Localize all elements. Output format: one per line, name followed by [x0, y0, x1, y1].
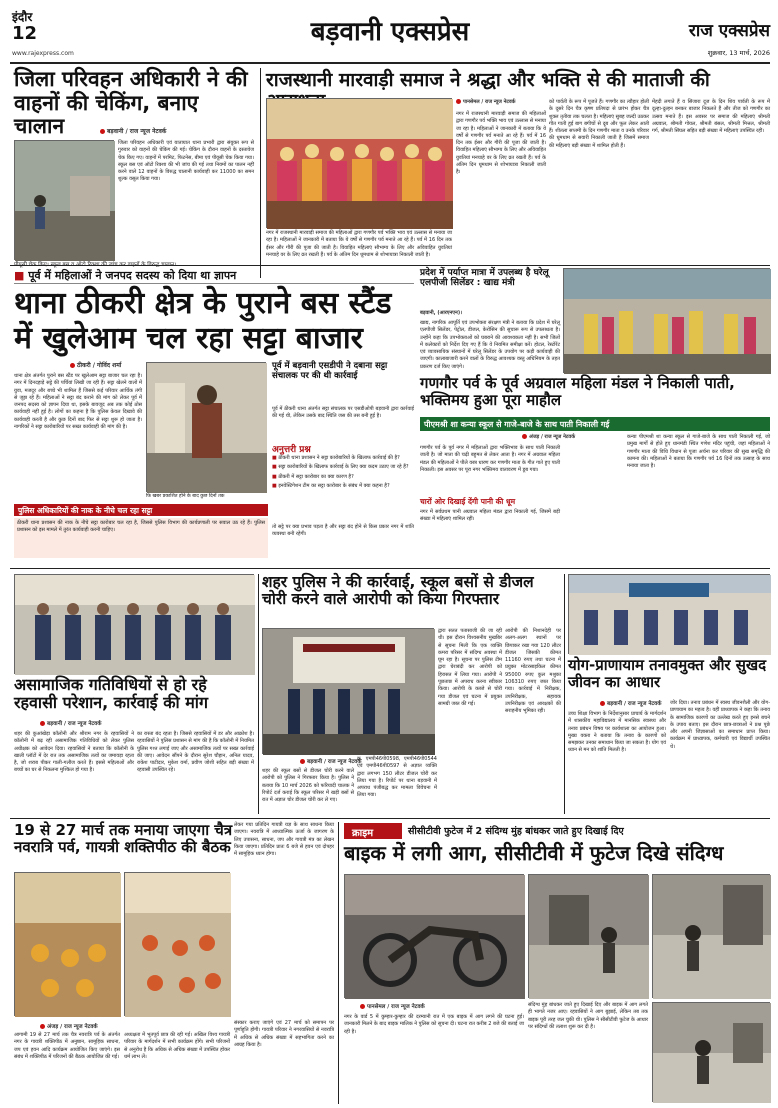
story2-headline: राजस्थानी मारवाड़ी समाज ने श्रद्धा और भक्ति से की माताजी की: [266, 69, 710, 91]
story6-col1: शहर की कुआंखेड़ा कॉलोनी और श्रीराम नगर के रहवासियों ने कॉलोनी में बढ़ रही असामाजिक गतिविधियों को लेकर पुलिस अधीक्षक को आवेदन दिया। रहवासियों ने बताया कि कॉलोनी के खाली प्लॉटों में देर रात तक असामाजिक तत्वों का जमावड़ा रहता है, जो शराब पीकर गाली-गलौज करते हैं। इससे महिलाओं और बच्चों का घर से निकलना मुश्किल हो गया है।: [14, 731, 134, 774]
story3-sub-headline: पूर्व में बड़वानी एसडीपी ने दबाना सट्टा संचालक पर की थी कार्रवाई: [272, 361, 388, 381]
story5-photo: [563, 268, 770, 373]
story6-photo: [14, 574, 254, 674]
brand-name: राज एक्सप्रेस: [688, 21, 770, 41]
story8-photo: [568, 574, 770, 654]
story6-col2: का रास्ता बंद रहता है। जिससे रहवासियों में डर और आक्रोश है। रहवासियों ने पुलिस प्रशासन से मांग की है कि कॉलोनी में नियमित पुलिस गश्त लगाई जाए और असामाजिक तत्वों पर सख्त कार्रवाई की जाए। आवेदन सौंपने के दौरान सुरेश चौहान, अनिल यादव, राकेश पाटीदार, मुकेश वर्मा, प्रवीण जोशी सहित बड़ी संख्या में रहवासी उपस्थित रहे।: [137, 731, 254, 774]
story3-headline: थाना ठीकरी क्षेत्र के पुराने बस स्टैंड में खुलेआम चल रहा सट्टा बाजार: [14, 286, 392, 357]
story9-col1: आगामी 19 से 27 मार्च तक चैत्र नवरात्रि पर्व के अंतर्गत नगर के गायत्री शक्तिपीठ में अनुष्ठान, सामूहिक साधना, जप एवं हवन आदि कार्यक्रम आयोजित किए जाएंगे। इस संबंध में शक्तिपीठ में परिजनों की बैठक आयोजित की गई।: [14, 1032, 120, 1060]
story10-photo-cctv-a: [528, 874, 648, 998]
story9-headline: 19 से 27 मार्च तक मनाया जाएगा चैत्र नवरात्रि पर्व, गायत्री शक्तिपीठ की बैठक: [14, 821, 233, 856]
story3-photo-caption: फ़ि खबर प्रकाशित होने के बाद कुछ दिनों तक: [146, 494, 225, 499]
story5-col1: गणगौर पर्व के पूर्व नगर में महिलाओं द्वारा भक्तिभाव के साथ पाती निकाली जाती है। जो माता की चढ़ी बहुमत से लेकर आता है। नगर में अग्रवाल महिला मंडल की महिलाओं ने पीले वस्त्र धारण कर गणगौर माता के गीत गाते हुए पाती निकाली। इस अवसर पर पूरा नगर भक्तिमय वातावरण में डूब गया।: [420, 445, 560, 473]
story7-col1: शहर की स्कूल बसों से डीजल चोरी करने वाले आरोपी को पुलिस ने गिरफ्तार किया है। पुलिस ने बताया कि 10 मार्च 2026 को फरियादी चालक ने रिपोर्ट दर्ज कराई कि स्कूल परिसर में खड़ी बसों से रात में अज्ञात चोर डीजल चोरी कर ले गए।: [262, 768, 354, 804]
question-item: ■ ठीकरी में सट्टा कारोबार का क्या कारण है?: [272, 473, 354, 480]
story7-byline: बड़वानी / राज न्यूज नेटवर्क: [300, 757, 440, 766]
story6-headline: असामाजिक गतिविधियों से हो रहे रहवासी परेशान, कार्रवाई की मांग: [14, 675, 208, 712]
story4-byline: बड़वानी, (आरएनएन)।: [420, 310, 463, 316]
story1-headline: जिला परिवहन अधिकारी ने की वाहनों की चेकिंग, बनाए चालान: [14, 67, 248, 139]
story4-sub-body: नगर में सर्वप्रथम पानी अग्रवाल महिला मंडल द्वारा निकाली गई, जिसमें बड़ी संख्या में महिलाएं शामिल रहीं।: [420, 509, 560, 523]
page-corner: [12, 8, 92, 48]
story1-photo: [14, 140, 114, 260]
story10-photo-bike: [344, 874, 524, 998]
story3-callout-heading: पुलिस अधिकारियों की नाक के नीचे चल रहा सट्टा: [14, 504, 268, 516]
story3-callout-body: ठीकरी थाना प्रशासन की नाक के नीचे सट्टा कारोबार चल रहा है, जिससे पुलिस विभाग की कार्यप्रणाली पर सवाल उठ रहे हैं। पुलिस प्रशासन को इस मामले में तुरंत कार्यवाही करनी चाहिए।: [14, 518, 268, 558]
page-number: 12: [12, 23, 38, 44]
story3-sub-body: पूर्व में ठीकरी थाना अंतर्गत सट्टा संचालक पर एसडीओपी बड़वानी द्वारा कार्रवाई की गई थी, लेकिन उसके बाद स्थिति जस की तस बनी हुई है।: [272, 406, 414, 420]
story8-headline: योग-प्राणायाम तनावमुक्त और सुखद जीवन का आधार: [568, 656, 767, 691]
story5-headline: गणगौर पर्व के पूर्व अग्रवाल महिला मंडल ने निकाली पाती, भक्तिमय हुआ पूरा माहौल: [420, 374, 735, 409]
story3-photo: [146, 362, 266, 492]
story10-byline: पानसेमल / राज न्यूज नेटवर्क: [360, 1002, 500, 1011]
story9-byline: अंजड़ / राज न्यूज नेटवर्क: [40, 1022, 160, 1031]
story9-col2: लेकर गया प्रतिदिन गायत्री यज्ञ के साथ साधना किया जाएगा। नवरात्रि में आध्यात्मिक ऊर्जा के जागरण के लिए उपासना, साधना, जप और गायत्री मंत्र का लेखन किया जाएगा। प्रतिदिन प्रातः 6 बजे से हवन एवं दोपहर में सामूहिक ध्यान होगा।: [234, 822, 334, 858]
story2-col1-cont: नगर में राजस्थानी मारवाड़ी समाज की महिलाओं द्वारा गणगौर पर्व भक्ति भाव एवं उल्लास से मनाया जा रहा है। महिलाओं ने जानकारी में बताया कि ये वर्षों से गणगौर पर्व मनाते आ रहे हैं। पर्व में 16 दिन तक ईसर और गौरी की पूजा की जाती है। विवाहित महिलाएं सौभाग्य के लिए और अविवाहित युवतियां मनचाहे वर के लिए व्रत रखती हैं। पर्व के अंतिम दिन धूमधाम से शोभायात्रा निकाली जाती है।: [266, 230, 452, 258]
story1-body: जिला परिवहन अधिकारी एवं यातायात थाना प्रभारी द्वारा संयुक्त रूप से गुरुवार को वाहनों की चेकिंग की गई। चेकिंग के दौरान वाहनों के दस्तावेज चेक किए गए। वाहनों में परमिट, फिटनेस, बीमा एवं पीयूसी चेक किया गया। स्कूल बस एवं ऑटो रिक्शा की भी जांच की गई तथा नियमों का पालन नहीं करने वाले 12 वाहनों के विरुद्ध चालानी कार्यवाही कर 11000 का समन शुल्क वसूल किया गया।: [118, 140, 254, 183]
column-rule: [258, 574, 259, 814]
story10-col2: संदिग्ध मुंह बांधकर जाते हुए दिखाई दिए और बाइक में आग लगते ही भागते नजर आए। रहवासियों ने आग बुझाई, लेकिन तब तक बाइक पूरी तरह जल चुकी थी। पुलिस ने सीसीटीवी फुटेज के आधार पर संदिग्धों की तलाश शुरू कर दी है।: [528, 1002, 648, 1030]
story3-box-heading: अनुत्तरी प्रश्न: [272, 445, 311, 455]
story4-headline: प्रदेश में पर्याप्त मात्रा में उपलब्ध है घरेलू एलपीजी सिलेंडर : खाद्य मंत्री: [420, 268, 549, 289]
question-item: ■ ठीकरी थाना प्रशासन ने सट्टा कारोबारियों के खिलाफ कार्रवाई की है?: [272, 455, 400, 461]
city-label: इंदौर: [12, 10, 33, 24]
question-item: ■ सट्टा कारोबारियों के खिलाफ कार्रवाई के लिए क्या कदम उठाए जा रहे हैं?: [272, 464, 409, 471]
story1-byline: बड़वानी / राज न्यूज नेटवर्क: [100, 127, 250, 137]
section-rule: [10, 568, 770, 569]
story10-photo-cctv-b: [652, 874, 770, 998]
section-title: बड़वानी एक्सप्रेस: [310, 17, 470, 47]
story2-byline: पानसेमल / राज न्यूज नेटवर्क: [456, 99, 552, 109]
section-rule: [10, 818, 770, 819]
story5-byline: अंजड़ / राज न्यूज नेटवर्क: [522, 434, 622, 443]
story3-body: थाना क्षेत्र अंतर्गत पुराने बस स्टैंड पर खुलेआम सट्टा बाजार चल रहा है। नगर में दिनदहाड़े सट्टे की पर्चियां लिखी जा रही हैं। सट्टा खेलने वालों में युवा, मजदूर और बच्चे भी शामिल हैं जिससे कई परिवार आर्थिक तंगी से जूझ रहे हैं। महिलाओं ने सट्टा बंद कराने की मांग को लेकर पूर्व में जनपद सदस्य को ज्ञापन दिया था, इसके बावजूद अब तक कोई ठोस कार्यवाही नहीं हुई है। लोगों का कहना है कि पुलिस केवल दिखावे की कार्यवाही करती है और कुछ दिनों बाद फिर से सट्टा शुरू हो जाता है। नागरिकों ने सट्टा कारोबारियों पर सख्त कार्यवाही की मांग की है।: [14, 373, 142, 431]
column-rule: [338, 822, 339, 1104]
story2-col1: नगर में राजस्थानी मारवाड़ी समाज की महिलाओं द्वारा गणगौर पर्व भक्ति भाव एवं उल्लास से मनाया जा रहा है। महिलाओं ने जानकारी में बताया कि ये वर्षों से गणगौर पर्व मनाते आ रहे हैं। पर्व में 16 दिन तक ईसर और गौरी की पूजा की जाती है। विवाहित महिलाएं सौभाग्य के लिए और अविवाहित युवतियां मनचाहे वर के लिए व्रत रखती हैं। पर्व के अंतिम दिन धूमधाम से शोभायात्रा निकाली जाती है।: [456, 111, 546, 176]
story7-headline: शहर पुलिस ने की कार्रवाई, स्कूल बसों से डीजल चोरी करने वाले आरोपी को किया गिरफ्तार: [262, 573, 534, 609]
story7-col4: आरोपी की निशानदेही पर अलग-अलग स्थानों पर छिपाकर रखा गया 120 लीटर डीजल जिसकी कीमत 11160 रुपए तथा घटना में प्रयुक्त मोटरसाइकिल कीमत 95000 रुपए कुल मश्रुका 106310 रुपए जब्त किया गया। कार्रवाई में निरीक्षक, उपनिरीक्षक, सहायक उपनिरीक्षक एवं आरक्षकों की सराहनीय भूमिका रही।: [505, 628, 561, 715]
website-link[interactable]: www.rajexpress.com: [12, 50, 74, 57]
story9-photo-a: [14, 872, 120, 1016]
issue-date: शुक्रवार, 13 मार्च, 2026: [707, 49, 770, 57]
story10-kicker: सीसीटीवी फुटेज में 2 संदिग्ध मुंह बांधकर जाते हुए दिखाई दिए: [408, 826, 624, 837]
story2-col3: मेंहदी लगाते हैं व सिंजारा दूज के दिन शिव पार्वती के रूप में दूल्हा-दुल्हन बनकर बाजार निकलते हैं और तीज को गणगौर का उत्सव मनाते हैं। इस अवसर पर समाज की महिलाएं श्रीमती अग्रवाल, श्रीमती गोयल, श्रीमती बंसल, श्रीमती मित्तल, श्रीमती गर्ग, श्रीमती सिंघल सहित बड़ी संख्या में महिलाएं उपस्थित रहीं।: [652, 99, 770, 135]
story7-col3: द्वारा सतत पतासाजी की जा रही थी। इस दौरान विश्वसनीय मुखबिर से सूचना मिली कि एक व्यक्ति कमरा परिसर में संदिग्ध अवस्था में घूम रहा है। सूचना पर पुलिस टीम द्वारा घेराबंदी कर आरोपी को हिरासत में लिया गया। आरोपी ने पूछताछ में अपराध करना स्वीकार किया। आरोपी के कब्जे से चोरी गया डीजल एवं घटना में प्रयुक्त सामग्री जब्त की गई।: [438, 628, 502, 707]
story6-byline: बड़वानी / राज न्यूज नेटवर्क: [40, 719, 200, 728]
story10-headline: बाइक में लगी आग, सीसीटीवी में फुटेज दिखे संदिग्ध: [344, 841, 724, 865]
story9-col4: संस्कार कराए जाएंगे एवं 27 मार्च को समापन पर पूर्णाहुति होगी। गायत्री परिवार ने नगरवासियों से नवरात्रि में अधिक से अधिक संख्या में सहभागिता करने का आग्रह किया है।: [234, 1020, 334, 1048]
column-rule: [564, 574, 565, 814]
story10-photo-cctv-c: [652, 1002, 770, 1102]
story4-body: खाद्य, नागरिक आपूर्ति एवं उपभोक्ता संरक्षण मंत्री ने बताया कि प्रदेश में घरेलू एलपीजी सिलेंडर, पेट्रोल, डीजल, केरोसिन की सुचारू रूप से उपलब्धता है। उन्होंने कहा कि उपभोक्ताओं को घबराने की आवश्यकता नहीं है। सभी जिलों में कलेक्टरों को निर्देश दिए गए हैं कि वे नियमित समीक्षा करें। होटल, रेस्टोरेंट एवं व्यावसायिक संस्थानों में घरेलू सिलेंडर के उपयोग पर कड़ी कार्यवाही की जाएगी। कालाबाजारी करने वालों के विरुद्ध आवश्यक वस्तु अधिनियम के तहत प्रकरण दर्ज किए जाएंगे।: [420, 320, 560, 370]
story2-col2: को पार्वती के रूप में पूजते हैं। गणगौर का त्यौहार होली के दूसरे दिन चैत्र कृष्ण प्रतिपदा से प्रारंभ होकर चैत्र शुक्ल तृतीया तक चलता है। महिलाएं सुबह जल्दी उठकर गीत गाती हुई बाग बगीचों से दूब और फूल लेकर आती हैं। शीतला सप्तमी के दिन गणगौर माता व उनके परिवार की धूमधाम से सवारी निकाली जाती है जिसमें समाज की महिलाएं बड़ी संख्या में शामिल होती हैं।: [549, 99, 649, 149]
question-item: ■ इनवेस्टिगेशन टीम का सट्टा कारोबार के संबंध में क्या कहना है?: [272, 482, 390, 489]
story3-closing: तो सट्टे पर क्या प्रभाव पड़ता है और सट्टा बंद होने से किस प्रकार नगर में शांति व्यवस्था बनी रहेगी।: [272, 524, 414, 538]
story4-sub-heading: चारों ओर दिखाई देंगी पानी की धूम: [420, 497, 516, 506]
story8-col2: जोर दिया। तनाव प्रबंधन में स्वस्थ जीवनशैली और योग-प्राणायाम का महत्व है। वहीं प्राध्यापक ने कहा कि तनाव के सामाजिक कारणों का उल्लेख करते हुए इनसे बचने के उपाय बताए। इस दौरान छात्र-छात्राओं ने प्रश्न पूछे और अपनी जिज्ञासाओं का समाधान प्राप्त किया। कार्यक्रम में प्राध्यापक, कर्मचारी एवं विद्यार्थी उपस्थित थे।: [670, 700, 770, 750]
masthead-rule: [10, 62, 770, 64]
column-rule: [260, 68, 261, 278]
story10-col1: नगर के वार्ड 5 में कुम्हार-कुम्हार की दरम्यानी रात में एक बाइक में आग लगने की घटना हुई। जानकारी मिलने के बाद बाइक मालिक ने पुलिस को सूचना दी। घटना रात करीब 2 बजे की बताई जा रही है।: [344, 1014, 524, 1035]
section-rule: [10, 265, 770, 266]
story9-col3: अध्यक्षता में भूतपूर्व छात्र की रही गई। अखिल विश्व गायत्री परिवार के मार्गदर्शन में सभी कार्यक्रम होंगे। सभी परिजनों से अनुरोध है कि अधिक से अधिक संख्या में उपस्थित होकर धर्म लाभ लें।: [124, 1032, 230, 1060]
story3-kicker: ■ पूर्व में महिलाओं ने जनपद सदस्य को दिया था ज्ञापन: [14, 268, 414, 284]
story8-byline: बड़वानी / राज न्यूज नेटवर्क: [600, 699, 720, 708]
story5-strap: पीएमश्री शा कन्या स्कूल से गाजे-बाजे के साथ पाती निकाली गई: [420, 417, 770, 431]
story7-photo: [262, 628, 434, 754]
story3-questions: [272, 455, 414, 523]
story5-col2: कन्या पीएमश्री शा कन्या स्कूल से गाजे-बाजे के साथ पाती निकाली गई, जो प्रमुख मार्गों से होते हुए धानमंडी स्थित गणेश मंदिर पहुंची, जहां महिलाओं ने गणगौर माता की विधि विधान से पूजा अर्चना कर परिवार की सुख समृद्धि की कामना की। महिलाओं ने बताया कि गणगौर पर्व 16 दिनों तक उत्साह के साथ मनाया जाता है।: [627, 434, 770, 470]
story2-photo: [266, 98, 452, 228]
story9-photo-b: [124, 872, 230, 1016]
story10-section-tag: क्राइम: [344, 823, 402, 839]
story7-col2: क्र. एमपी46पी0598, एमपी46पी0544 एवं एमपी46पी0597 से अज्ञात व्यक्ति द्वारा लगभग 150 लीटर डीजल चोरी कर लिया गया है। रिपोर्ट पर थाना बड़वानी में अपराध पंजीबद्ध कर मामला विवेचना में लिया गया।: [357, 756, 437, 799]
story3-byline: ठीकरी / गोविंद शर्मा: [70, 361, 190, 371]
story8-col1: उच्च शिक्षा विभाग के निर्देशानुसार प्राचार्य के मार्गदर्शन में शासकीय महाविद्यालय में मानसिक स्वास्थ्य और तनाव प्रबंधन विषय पर कार्यशाला का आयोजन हुआ। मुख्य वक्ता ने बताया कि तनाव के कारणों को समझकर उनका समाधान किया जा सकता है। योग एवं ध्यान से मन को शांति मिलती है।: [568, 711, 666, 754]
